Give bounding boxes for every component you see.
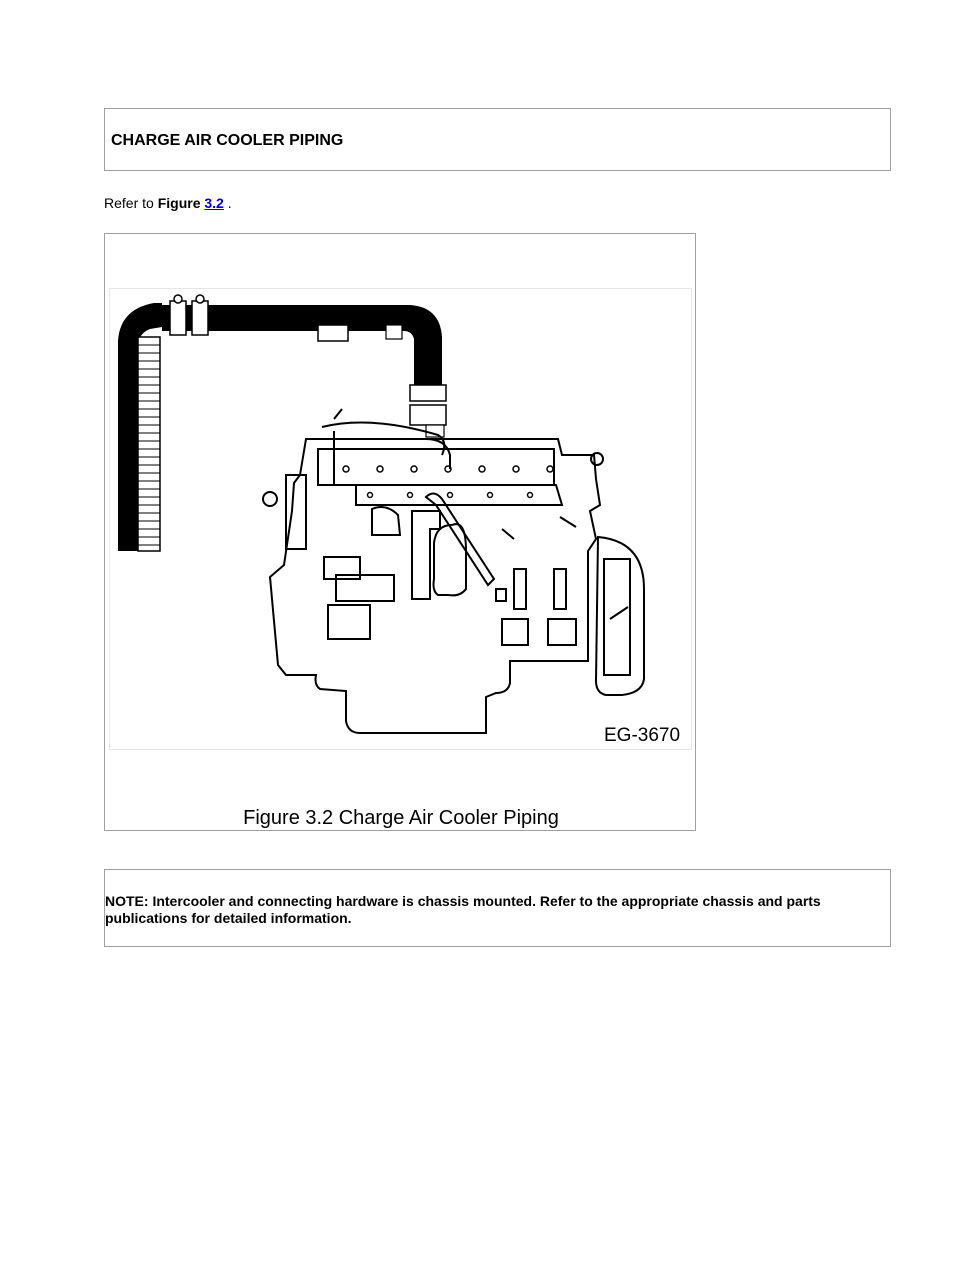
charge-air-pipe bbox=[162, 295, 446, 437]
figure-caption: Figure 3.2 Charge Air Cooler Piping bbox=[243, 807, 559, 829]
figure-link[interactable]: 3.2 bbox=[204, 195, 224, 211]
refer-line bbox=[104, 195, 232, 211]
figure-box bbox=[104, 233, 696, 831]
section-title: CHARGE AIR COOLER PIPING bbox=[111, 132, 344, 149]
note-text: NOTE: Intercooler and connecting hardware is chassis mounted. Refer to the appropriate chassis and parts publications for detailed information. bbox=[105, 893, 821, 926]
refer-suffix: . bbox=[227, 195, 232, 211]
refer-figure-word: Figure bbox=[157, 195, 201, 211]
section-header-box bbox=[104, 108, 891, 171]
intercooler-core bbox=[118, 303, 162, 551]
drawing-code: EG-3670 bbox=[604, 725, 681, 746]
engine-bolts bbox=[343, 466, 553, 498]
note-box bbox=[104, 869, 891, 947]
engine-block bbox=[263, 409, 644, 733]
engine-diagram-image bbox=[109, 288, 692, 750]
refer-prefix: Refer to bbox=[104, 195, 154, 211]
